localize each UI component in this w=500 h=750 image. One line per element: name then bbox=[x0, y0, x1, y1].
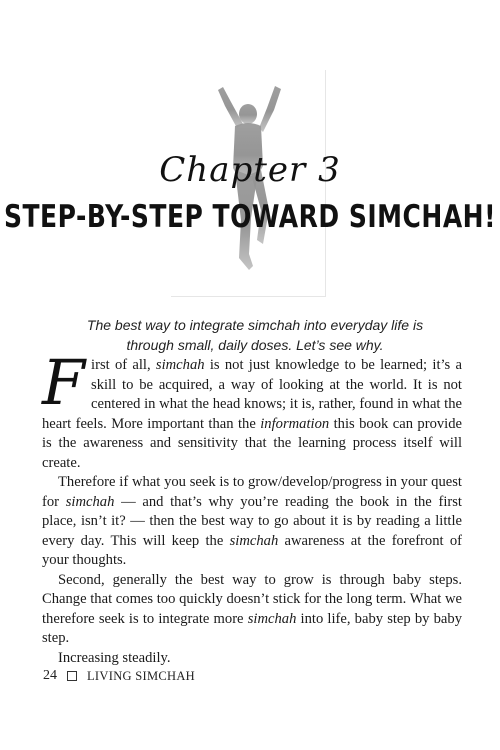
paragraph-1 bbox=[42, 346, 462, 473]
square-bullet-icon bbox=[67, 671, 77, 681]
text-run: this book can provide is the awareness and sensitivity that the learning process itself will create. bbox=[42, 415, 462, 471]
body-text bbox=[42, 346, 463, 668]
intro-line-2: through small, daily doses. Let’s see why. bbox=[126, 337, 384, 353]
chapter-label: Chapter 3 bbox=[159, 150, 341, 190]
text-run: into life, baby step by baby step. bbox=[42, 610, 463, 646]
text-run: irst of all, bbox=[91, 357, 156, 373]
running-title: LIVING SIMCHAH bbox=[87, 668, 196, 683]
paragraph-2 bbox=[42, 473, 462, 571]
text-run: awareness at the forefront of your thoughts. bbox=[42, 532, 462, 568]
page-number: 24 bbox=[43, 668, 57, 683]
emphasis: simchah bbox=[229, 532, 279, 549]
chapter-intro bbox=[60, 315, 450, 355]
intro-line-1: The best way to integrate simchah into everyday life is bbox=[86, 317, 424, 333]
drop-cap: F bbox=[42, 346, 86, 419]
emphasis: information bbox=[260, 415, 330, 432]
chapter-title: STEP-BY-STEP TOWARD SIMCHAH! bbox=[4, 198, 496, 235]
text-run: — and that’s why you’re reading the book in the first place, isn’t it? — then the best way to go about it is by reading a little every day. This will keep the bbox=[42, 493, 462, 549]
emphasis: simchah bbox=[65, 493, 115, 510]
text-run: is not just knowledge to be learned; it’s a skill to be acquired, a way of looking at the world. It is not centered in what the head knows; it is, rather, found in what the heart feels. More important than the bbox=[42, 357, 462, 432]
emphasis: simchah bbox=[155, 357, 205, 373]
text-run: Therefore if what you seek is to grow/develop/progress in your quest for bbox=[42, 474, 462, 510]
page-footer bbox=[43, 668, 195, 684]
paragraph-3 bbox=[42, 571, 462, 649]
text-run: Second, generally the best way to grow is through baby steps. Change that comes too quickly doesn’t stick for the long term. What we therefore seek is to integrate more bbox=[42, 571, 462, 627]
emphasis: simchah bbox=[247, 610, 297, 627]
paragraph-4: Increasing steadily. bbox=[58, 649, 171, 666]
